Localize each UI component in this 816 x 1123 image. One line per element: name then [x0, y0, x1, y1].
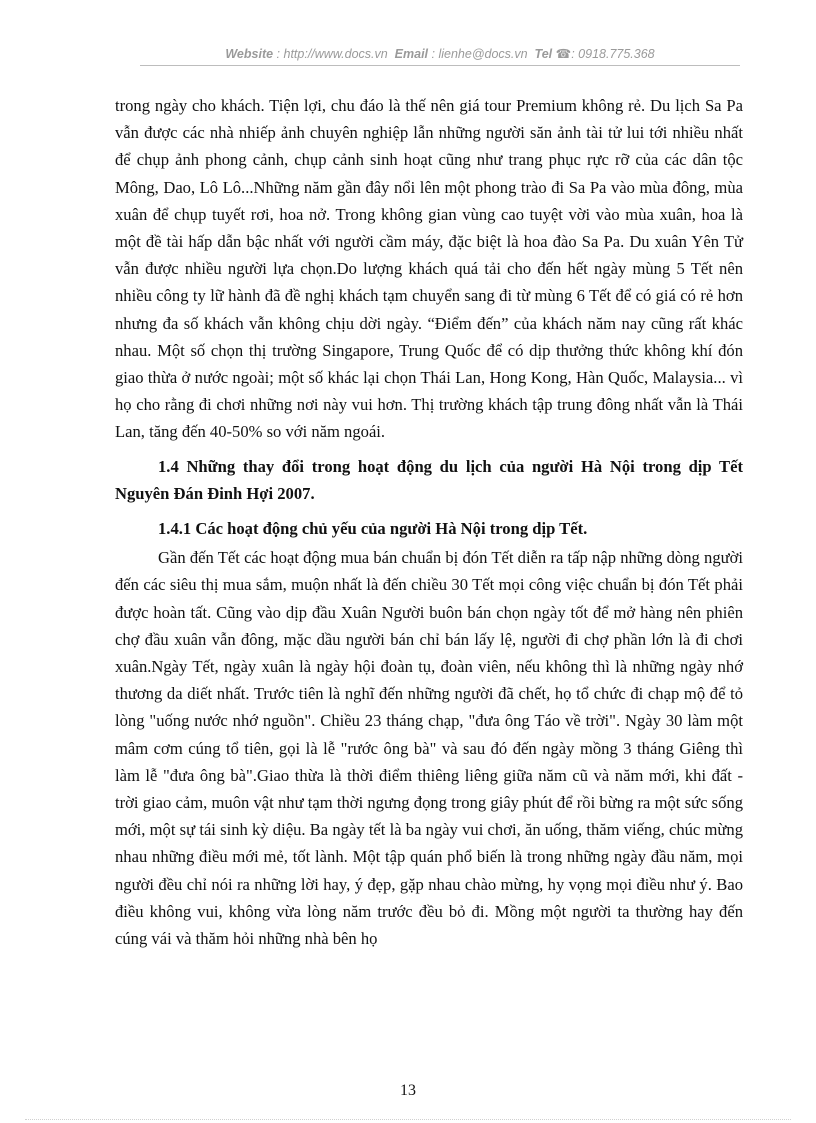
website-value: : http://www.docs.vn [276, 47, 388, 61]
page-header [140, 45, 740, 66]
website-label: Website [225, 47, 274, 61]
section-heading: 1.4 Những thay đổi trong hoạt động du lịch của người Hà Nội trong dịp Tết Nguyên Đán Đinh Hợi 2007. [115, 456, 743, 503]
tel-label: Tel [534, 47, 553, 61]
paragraph: Gần đến Tết các hoạt động mua bán chuẩn bị đón Tết diễn ra tấp nập những dòng người đến các siêu thị mua sắm, muộn nhất là đến chiều 30 Tết mọi công việc chuẩn bị đón Tết phải được hoàn tất. Cũng vào dịp đầu Xuân Người buôn bán chọn ngày tốt để mở hàng nên phiên chợ đầu xuân vẫn đông, mặc dầu người bán chỉ bán lấy lệ, người đi chợ phần lớn là đi chơi xuân.Ngày Tết, ngày xuân là ngày hội đoàn tụ, đoàn viên, nếu không thì là những ngày nhớ thương da diết nhất. Trước tiên là nghĩ đến những người đã chết, họ tổ chức đi chạp mộ để tỏ lòng "uống nước nhớ nguồn". Chiều 23 tháng chạp, "đưa ông Táo về trời". Ngày 30 làm một mâm cơm cúng tổ tiên, gọi là lễ "rước ông bà" và sau đó đến ngày mồng 3 tháng Giêng thì làm lễ "đưa ông bà".Giao thừa là thời điểm thiêng liêng giữa năm cũ và năm mới, khi đất - trời giao cảm, muôn vật như tạm thời ngưng đọng trong giây phút để rồi bừng ra một sức sống mới, một sự tái sinh kỳ diệu. Ba ngày tết là ba ngày vui chơi, ăn uống, thăm viếng, chúc mừng nhau những điều mới mẻ, tốt lành. Một tập quán phổ biến là trong những ngày đầu năm, mọi người đều chỉ nói ra những lời hay, ý đẹp, gặp nhau chào mừng, hy vọng mọi điều như ý. Bao điều không vui, không vừa lòng năm trước đều bỏ đi. Mồng một người ta thường hay đến cúng vái và thăm hỏi những nhà bên họ [115, 548, 743, 949]
phone-icon: ☎ [555, 47, 572, 61]
email-value: : lienhe@docs.vn [431, 47, 528, 61]
footer-divider [25, 1119, 791, 1120]
subsection-heading: 1.4.1 Các hoạt động chủ yếu của người Hà Nội trong dịp Tết. [158, 519, 588, 539]
page-number: 13 [400, 1082, 416, 1099]
email-label: Email [394, 47, 429, 61]
tel-value: : 0918.775.368 [571, 47, 655, 61]
paragraph: trong ngày cho khách. Tiện lợi, chu đáo là thế nên giá tour Premium không rẻ. Du lịch Sa Pa vẫn được các nhà nhiếp ảnh chuyên nghiệp lẫn những người săn ảnh tài tử lui tới nhiều nhất để chụp ảnh phong cảnh, chụp cảnh sinh hoạt cũng như trang phục rực rỡ của các dân tộc Mông, Dao, Lô Lô...Những năm gần đây nổi lên một phong trào đi Sa Pa vào mùa đông, mùa xuân để chụp tuyết rơi, hoa nở. Trong không gian vùng cao tuyệt vời vào mùa xuân, hoa là một đề tài hấp dẫn bậc nhất với người cầm máy, đặc biệt là hoa đào Sa Pa. Du xuân Yên Tử vẫn được nhiều người lựa chọn.Do lượng khách quá tải cho đến hết ngày mùng 5 Tết nên nhiều công ty lữ hành đã đề nghị khách tạm chuyển sang đi từ mùng 6 Tết để có giá có rẻ hơn nhưng đa số khách vẫn không chịu dời ngày. “Điểm đến” của khách năm nay cũng rất khác nhau. Một số chọn thị trường Singapore, Trung Quốc để có dịp thưởng thức không khí đón giao thừa ở nước ngoài; một số khác lại chọn Thái Lan, Hong Kong, Hàn Quốc, Malaysia... vì họ cho rằng đi chơi những nơi này vui hơn. Thị trường khách tập trung đông nhất vẫn là Thái Lan, tăng đến 40-50% so với năm ngoái. [115, 96, 743, 442]
document-body [115, 92, 743, 952]
